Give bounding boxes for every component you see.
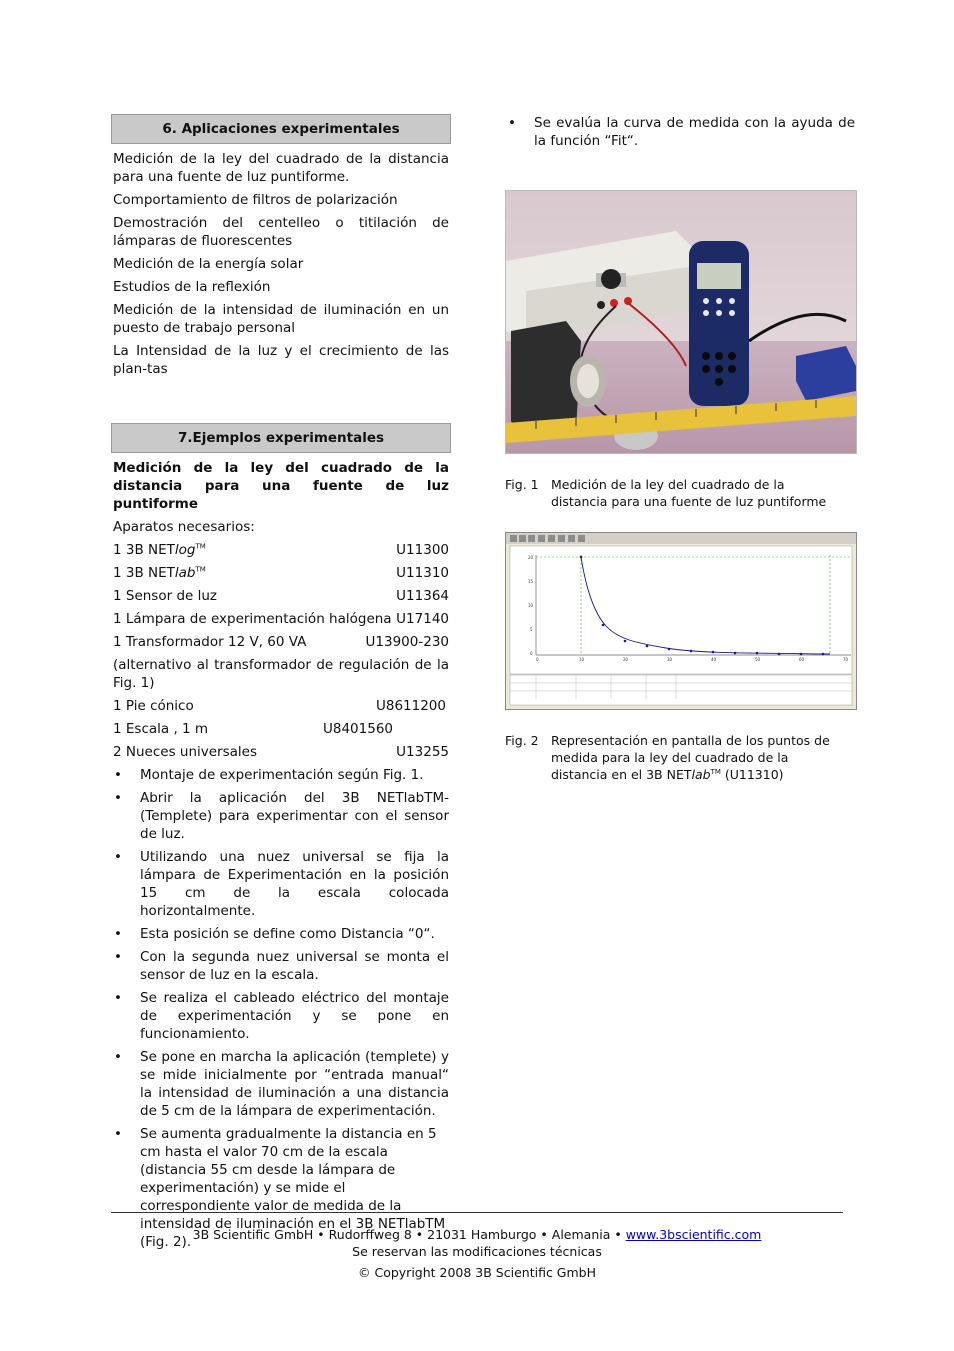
website-link[interactable]: www.3bscientific.com	[625, 1227, 762, 1242]
list-item: • Montaje de experimentación según Fig. 1.	[111, 766, 449, 784]
svg-text:60: 60	[799, 657, 805, 662]
apparatus-row: 1 3B NETlog™ U11300	[113, 542, 449, 558]
part-number: U11364	[396, 588, 449, 604]
footer-divider	[111, 1212, 843, 1213]
application-item: Estudios de la reflexión	[113, 279, 271, 295]
part-number: U8401560	[323, 721, 394, 737]
section-6-heading: 6. Aplicaciones experimentales	[111, 114, 451, 144]
application-item: Medición de la intensidad de iluminación en un puesto de trabajo personal	[113, 302, 449, 336]
applications-list	[111, 150, 451, 378]
left-column	[111, 114, 451, 1256]
part-number: U11310	[396, 565, 449, 581]
figure-1-caption	[505, 476, 857, 510]
list-item: • Utilizando una nuez universal se fija la lámpara de Experimentación en la posición 15 cm de la escala colocada horizontalmente.	[111, 848, 449, 920]
apparatus-row: 2 Nueces universales U13255	[113, 744, 449, 760]
part-number: U13255	[396, 744, 449, 760]
figure-2-caption	[505, 732, 857, 783]
svg-text:30: 30	[667, 657, 673, 662]
svg-text:20: 20	[528, 555, 534, 560]
svg-text:10: 10	[579, 657, 585, 662]
list-item: • Se realiza el cableado eléctrico del montaje de experimentación y se pone en funcionamiento.	[111, 989, 449, 1043]
software-screenshot	[505, 532, 857, 710]
list-item: • Esta posición se define como Distancia “0“.	[111, 925, 449, 943]
experiment-photo	[505, 190, 857, 454]
apparatus-row: 1 Escala , 1 m U8401560	[113, 721, 394, 737]
right-column	[505, 114, 857, 783]
figure-label: Fig. 2	[505, 733, 539, 748]
application-item: Medición de la ley del cuadrado de la distancia para una fuente de luz puntiforme.	[113, 151, 449, 185]
application-item: Demostración del centelleo o titilación de lámparas de fluorescentes	[113, 215, 449, 249]
procedure-list-continued	[505, 114, 857, 150]
application-item: Medición de la energía solar	[113, 256, 304, 272]
alternative-note: (alternativo al transformador de regulación de la Fig. 1)	[113, 657, 449, 691]
part-number: U11300	[396, 542, 449, 558]
list-item: • Se aumenta gradualmente la distancia en 5 cm hasta el valor 70 cm de la escala (distancia 55 cm desde la lámpara de experimentación) y se mide el correspondiente valor de medida de la intensidad de iluminación en el 3B NETlabTM (Fig. 2).	[111, 1125, 449, 1251]
apparatus-row: 1 Transformador 12 V, 60 VA U13900-230	[113, 634, 449, 650]
list-item: • Con la segunda nuez universal se monta el sensor de luz en la escala.	[111, 948, 449, 984]
footer-address: 3B Scientific GmbH • Rudorffweg 8 • 21031 Hamburgo • Alemania • www.3bscientific.com	[192, 1227, 762, 1242]
svg-text:50: 50	[755, 657, 761, 662]
svg-text:40: 40	[711, 657, 717, 662]
application-item: Comportamiento de filtros de polarización	[113, 192, 398, 208]
list-item: • Se evalúa la curva de medida con la ayuda de la función “Fit“.	[505, 114, 855, 150]
apparatus-row: 1 3B NETlab™ U11310	[113, 565, 449, 581]
application-item: La Intensidad de la luz y el crecimiento de las plan-tas	[113, 343, 449, 377]
apparatus-row: 1 Pie cónico U8611200	[113, 698, 446, 714]
figure-text: Representación en pantalla de los puntos de medida para la ley del cuadrado de la distancia en el 3B NETlab™ (U11310)	[551, 733, 830, 782]
svg-text:0: 0	[530, 651, 533, 656]
figure-label: Fig. 1	[505, 477, 539, 492]
figure-text: Medición de la ley del cuadrado de la distancia para una fuente de luz puntiforme	[551, 477, 827, 509]
list-item: • Abrir la aplicación del 3B NETlabTM-(Templete) para experimentar con el sensor de luz.	[111, 789, 449, 843]
apparatus-label: Aparatos necesarios:	[113, 519, 255, 535]
svg-text:5: 5	[530, 627, 533, 632]
svg-text:10: 10	[528, 603, 534, 608]
footer-notice: Se reservan las modificaciones técnicas	[352, 1244, 602, 1259]
section-7-heading: 7.Ejemplos experimentales	[111, 423, 451, 453]
apparatus-row: 1 Lámpara de experimentación halógena U17140	[113, 611, 449, 627]
footer	[111, 1226, 843, 1281]
part-number: U17140	[396, 611, 449, 627]
procedure-list	[111, 766, 451, 1251]
svg-text:15: 15	[528, 579, 534, 584]
experiment-title: Medición de la ley del cuadrado de la distancia para una fuente de luz puntiforme	[113, 460, 449, 512]
svg-text:70: 70	[843, 657, 849, 662]
part-number: U8611200	[375, 698, 446, 714]
part-number: U13900-230	[365, 634, 449, 650]
list-item: • Se pone en marcha la aplicación (templete) y se mide inicialmente por “entrada manual“ la intensidad de iluminación a una distancia de 5 cm de la lámpara de experimentación.	[111, 1048, 449, 1120]
svg-text:0: 0	[536, 657, 539, 662]
svg-text:20: 20	[623, 657, 629, 662]
apparatus-row: 1 Sensor de luz U11364	[113, 588, 449, 604]
footer-copyright: © Copyright 2008 3B Scientific GmbH	[358, 1265, 596, 1280]
